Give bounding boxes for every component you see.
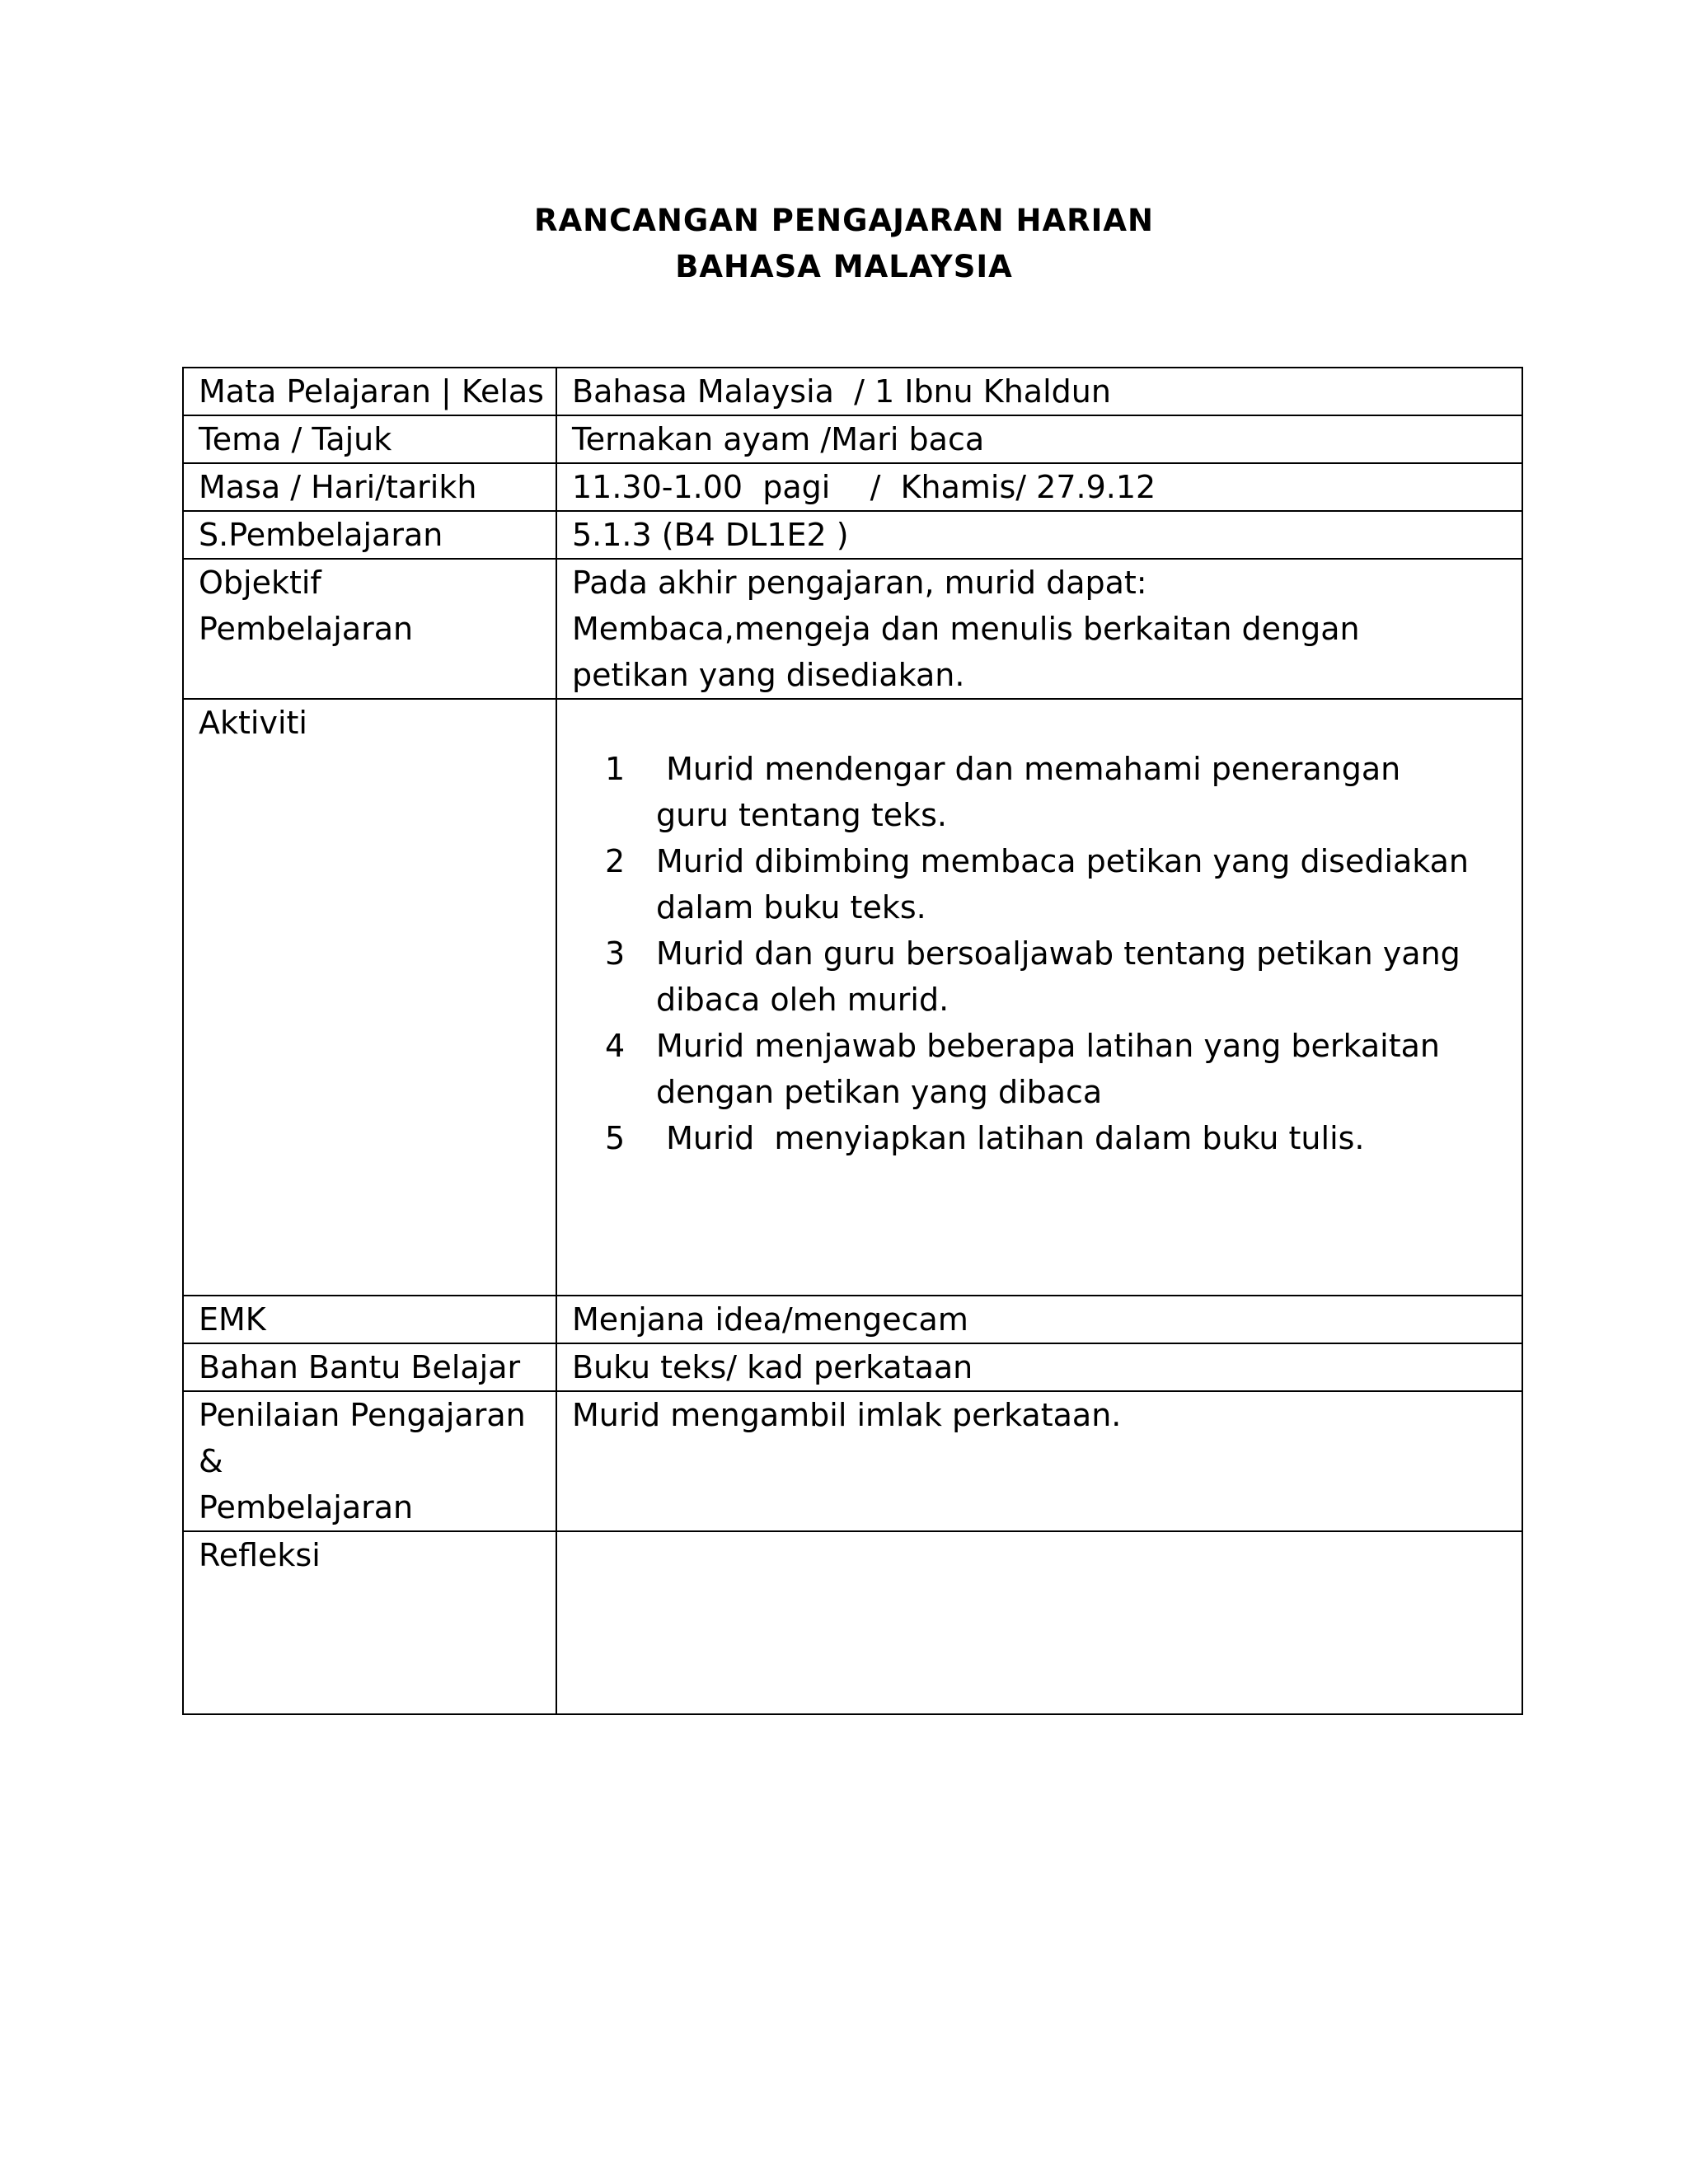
row-penilaian [183, 1391, 1522, 1531]
value-standard: 5.1.3 (B4 DL1E2 ) [556, 511, 1522, 559]
list-item [572, 746, 1522, 838]
value-objektif [556, 559, 1522, 699]
activity-text: Murid mendengar dan memahami penerangan guru tentang teks. [656, 751, 1411, 833]
row-emk [183, 1296, 1522, 1343]
row-tema [183, 415, 1522, 463]
activity-text: Murid menyiapkan latihan dalam buku tulis. [656, 1120, 1365, 1156]
row-aktiviti [183, 699, 1522, 1296]
row-masa [183, 463, 1522, 511]
page-title: RANCANGAN PENGAJARAN HARIAN [534, 203, 1154, 238]
list-item [572, 930, 1522, 1023]
value-tema: Ternakan ayam /Mari baca [556, 415, 1522, 463]
value-masa: 11.30-1.00 pagi / Khamis/ 27.9.12 [556, 463, 1522, 511]
value-refleksi [556, 1531, 1522, 1714]
page-subtitle: BAHASA MALAYSIA [675, 249, 1013, 284]
label-mata-pelajaran: Mata Pelajaran | Kelas [183, 368, 556, 415]
value-emk: Menjana idea/mengecam [556, 1296, 1522, 1343]
label-objektif-line2: Pembelajaran [199, 611, 414, 647]
row-standard [183, 511, 1522, 559]
activity-number: 4 [605, 1028, 626, 1064]
list-item [572, 838, 1522, 930]
value-aktiviti [556, 699, 1522, 1296]
row-refleksi [183, 1531, 1522, 1714]
label-penilaian-line2: Pembelajaran [199, 1489, 414, 1526]
activity-text: Murid menjawab beberapa latihan yang berkaitan dengan petikan yang dibaca [656, 1028, 1441, 1110]
label-standard: S.Pembelajaran [183, 511, 556, 559]
row-mata-pelajaran [183, 368, 1522, 415]
value-mata-pelajaran: Bahasa Malaysia / 1 Ibnu Khaldun [556, 368, 1522, 415]
objektif-statement: Membaca,mengeja dan menulis berkaitan dengan petikan yang disediakan. [572, 611, 1360, 693]
activity-text: Murid dibimbing membaca petikan yang disediakan dalam buku teks. [656, 843, 1469, 926]
label-masa: Masa / Hari/tarikh [183, 463, 556, 511]
activity-number: 3 [605, 935, 626, 972]
activity-number: 2 [605, 843, 626, 879]
lesson-plan-table [182, 367, 1523, 1715]
label-refleksi: Refleksi [183, 1531, 556, 1714]
row-objektif [183, 559, 1522, 699]
value-bahan: Buku teks/ kad perkataan [556, 1343, 1522, 1391]
label-bahan: Bahan Bantu Belajar [183, 1343, 556, 1391]
label-objektif-line1: Objektif [199, 565, 321, 601]
label-tema: Tema / Tajuk [183, 415, 556, 463]
label-penilaian-line1: Penilaian Pengajaran & [199, 1397, 526, 1479]
label-penilaian [183, 1391, 556, 1531]
activity-list [572, 746, 1522, 1161]
activity-text: Murid dan guru bersoaljawab tentang petikan yang dibaca oleh murid. [656, 935, 1461, 1018]
row-bahan [183, 1343, 1522, 1391]
label-emk: EMK [183, 1296, 556, 1343]
label-objektif [183, 559, 556, 699]
label-aktiviti: Aktiviti [183, 699, 556, 1296]
list-item [572, 1115, 1522, 1161]
activity-number: 5 [605, 1120, 626, 1156]
value-penilaian: Murid mengambil imlak perkataan. [556, 1391, 1522, 1531]
activity-number: 1 [605, 751, 626, 787]
list-item [572, 1023, 1522, 1115]
objektif-intro: Pada akhir pengajaran, murid dapat: [572, 565, 1147, 601]
